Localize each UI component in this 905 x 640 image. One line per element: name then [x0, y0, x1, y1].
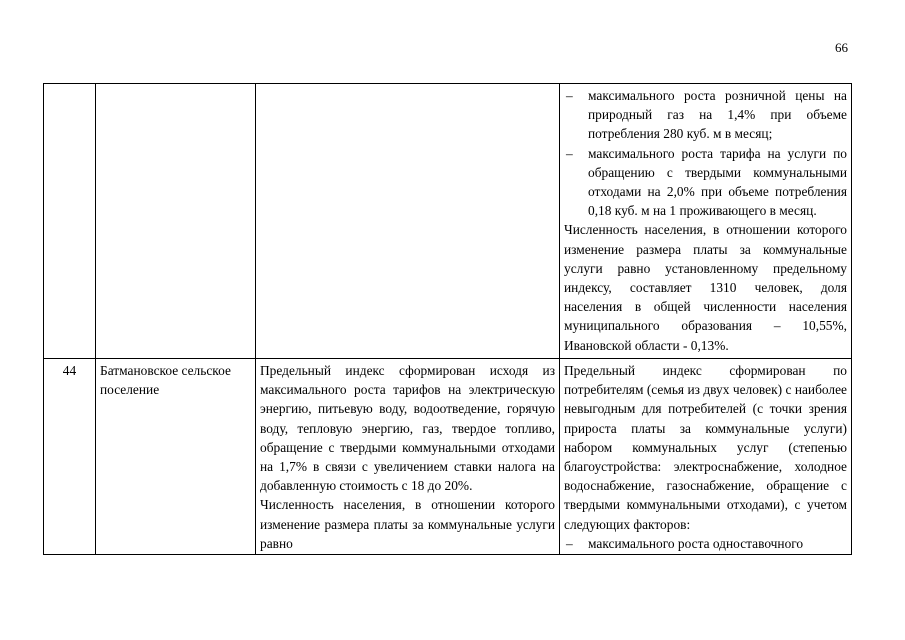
settlement-name-cell: Батмановское сельское поселение	[96, 359, 256, 555]
paragraph: Предельный индекс сформирован исходя из максимального роста тарифов на электрическую энергию, питьевую воду, водоотведение, горячую воду, тепловую энергию, газ, твердое топливо, обращение с твердыми коммунальными отходами на 1,7% в связи с увеличением ставки налога на добавленную стоимость с 18 до 20%.	[260, 363, 555, 494]
factor-list	[564, 534, 847, 553]
paragraph: Предельный индекс сформирован по потребителям (семья из двух человек) с наиболее невыгодным для потребителей (с точки зрения прироста платы за коммунальные услуги) набором коммунальных услуг (степенью благоустройства: электроснабжение, холодное водоснабжение, газоснабжение, обращение с твердыми коммунальными отходами), с учетом следующих факторов:	[564, 363, 847, 532]
row-number-cell: 44	[44, 359, 96, 555]
row-number-cell	[44, 84, 96, 359]
index-details-cell	[560, 84, 852, 359]
list-item: – максимального роста розничной цены на природный газ на 1,4% при объеме потребления 280 куб. м в месяц;	[564, 86, 847, 144]
table-row	[44, 84, 852, 359]
paragraph: Численность населения, в отношении которого изменение размера платы за коммунальные услуги равно установленному предельному индексу, составляет 1310 человек, доля населения в общей численности населения муниципального образования – 10,55%, Ивановской области - 0,13%.	[564, 222, 847, 353]
tariff-table	[43, 83, 852, 555]
paragraph: Численность населения, в отношении которого изменение размера платы за коммунальные услуги равно	[260, 497, 555, 551]
table-row	[44, 359, 852, 555]
page-number: 66	[835, 40, 848, 55]
list-item: – максимального роста тарифа на услуги по обращению с твердыми коммунальными отходами на 2,0% при объеме потребления 0,18 куб. м на 1 проживающего в месяц.	[564, 144, 847, 221]
settlement-name-cell	[96, 84, 256, 359]
index-description-cell	[256, 84, 560, 359]
factor-list	[564, 86, 847, 220]
index-description-cell	[256, 359, 560, 555]
index-details-cell	[560, 359, 852, 555]
list-item: – максимального роста одноставочного	[564, 534, 847, 553]
